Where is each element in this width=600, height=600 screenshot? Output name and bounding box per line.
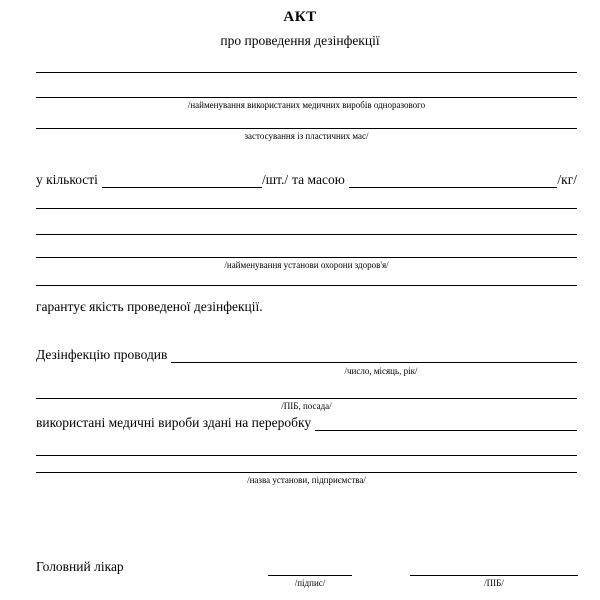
blank-line-items-2 <box>36 97 577 98</box>
caption-date: /число, місяць, рік/ <box>344 366 418 376</box>
recycling-row <box>36 414 577 431</box>
recycling-blank-field <box>315 414 577 431</box>
blank-line-items-3 <box>36 128 577 129</box>
blank-line-organization-1 <box>36 455 577 456</box>
blank-line-institution-4 <box>36 285 577 286</box>
blank-line-items-1 <box>36 72 577 73</box>
performed-by-label: Дезінфекцію проводив <box>36 347 168 362</box>
caption-institution: /найменування установи охорони здоров'я/ <box>224 260 389 270</box>
caption-items-line1: /найменування використаних медичних виробів одноразового <box>187 100 426 110</box>
caption-items-line2: застосування із пластичних мас/ <box>244 131 369 141</box>
chief-doctor-label: Головний лікар <box>36 559 124 574</box>
quantity-blank-field <box>102 171 262 188</box>
quantity-label: у кількості <box>36 172 98 187</box>
document-subtitle: про проведення дезінфекції <box>220 33 380 48</box>
performed-by-blank-field <box>171 346 577 363</box>
document-title: АКТ <box>283 9 317 25</box>
recycling-label: використані медичні вироби здані на переробку <box>36 415 312 430</box>
blank-line-name-position <box>36 398 577 399</box>
blank-line-institution-1 <box>36 208 577 209</box>
signature-blank-line <box>268 575 352 576</box>
name-blank-line <box>410 575 578 576</box>
mass-unit-label: /кг/ <box>557 172 577 187</box>
caption-name: /ПІБ/ <box>484 578 504 588</box>
blank-line-organization-2 <box>36 472 577 473</box>
blank-line-institution-2 <box>36 234 577 235</box>
caption-signature: /підпис/ <box>294 578 326 588</box>
mass-blank-field <box>349 171 558 188</box>
mass-label: та масою <box>292 172 345 187</box>
caption-organization: /назва установи, підприємства/ <box>247 475 366 485</box>
blank-line-institution-3 <box>36 257 577 258</box>
performed-by-row <box>36 346 577 363</box>
caption-name-position: /ПІБ, посада/ <box>281 401 332 411</box>
quantity-unit-label: /шт./ <box>261 172 289 187</box>
quantity-mass-row <box>36 171 577 188</box>
guarantee-text: гарантує якість проведеної дезінфекції. <box>36 299 263 314</box>
